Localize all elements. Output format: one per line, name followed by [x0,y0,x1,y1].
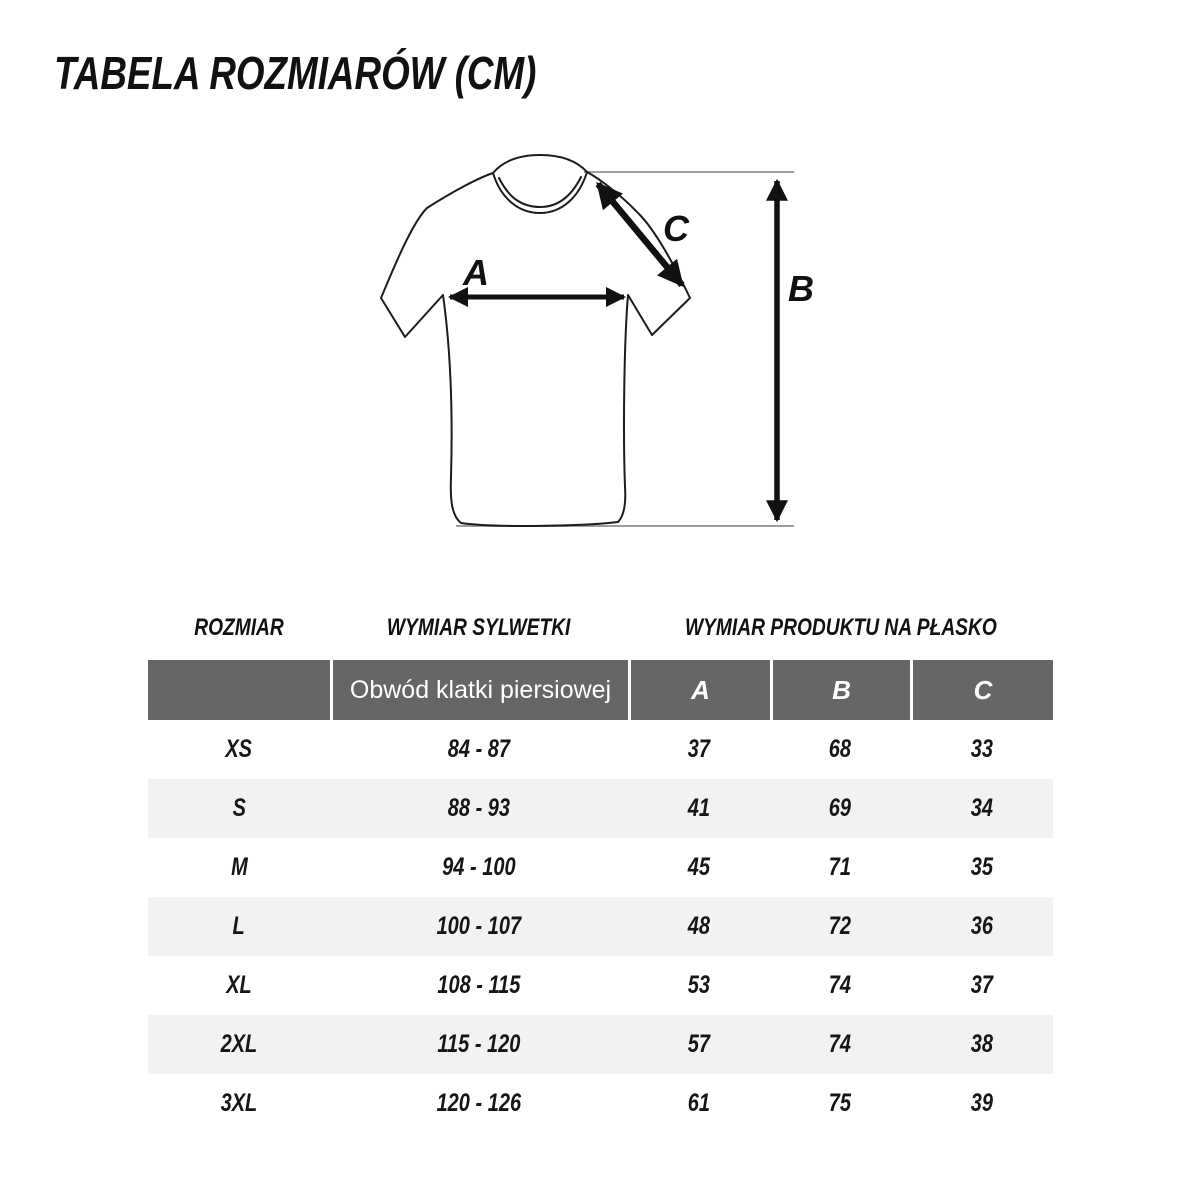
table-row [148,779,1053,838]
tshirt-diagram-svg [360,145,820,555]
c-value-cell: 35 [970,853,993,881]
header-cell-size [148,660,330,720]
measure-label-b: B [788,268,814,309]
header-cell-a: A [628,660,770,720]
chest-range-cell: 115 - 120 [437,1030,521,1058]
collar-back-line [493,155,587,173]
group-header-wymiar-produktu: WYMIAR PRODUKTU NA PŁASKO [684,614,997,641]
size-cell: M [230,853,248,881]
a-value-cell: 45 [687,853,711,881]
group-header-rozmiar: ROZMIAR [194,614,284,641]
chest-range-cell: 100 - 107 [436,912,522,940]
table-row [148,838,1053,897]
b-value-cell: 72 [828,912,852,940]
size-cell: 3XL [220,1089,258,1117]
header-cell-c: C [910,660,1053,720]
header-cell-b: B [770,660,910,720]
size-cell: 2XL [220,1030,258,1058]
a-value-cell: 48 [687,912,711,940]
c-value-cell: 38 [970,1030,993,1058]
size-cell: XS [225,735,253,763]
c-value-cell: 33 [970,735,993,763]
a-value-cell: 61 [687,1089,711,1117]
group-header-wymiar-sylwetki: WYMIAR SYLWETKI [387,614,571,641]
table-row [148,897,1053,956]
a-value-cell: 57 [687,1030,711,1058]
measure-label-a: A [463,252,489,293]
chest-range-cell: 120 - 126 [436,1089,522,1117]
chest-range-cell: 108 - 115 [437,971,521,999]
page-title [54,46,657,100]
page-title-text: TABELA ROZMIARÓW (CM) [54,47,537,99]
b-value-cell: 69 [828,794,852,822]
size-table-body [148,720,1053,1133]
a-value-cell: 41 [687,794,711,822]
size-cell: L [232,912,246,940]
tshirt-outline [381,172,690,526]
b-value-cell: 75 [828,1089,852,1117]
b-value-cell: 68 [828,735,852,763]
table-row [148,1015,1053,1074]
table-row [148,720,1053,779]
chest-range-cell: 84 - 87 [447,735,511,763]
b-value-cell: 71 [828,853,852,881]
a-value-cell: 53 [687,971,711,999]
table-row [148,956,1053,1015]
c-value-cell: 36 [970,912,993,940]
header-cell-chest: Obwód klatki piersiowej [330,660,628,720]
measure-label-c: C [663,208,689,249]
b-value-cell: 74 [828,971,852,999]
tshirt-measurement-diagram [360,145,820,555]
size-cell: XL [226,971,252,999]
c-value-cell: 39 [970,1089,993,1117]
table-row [148,1074,1053,1133]
chest-range-cell: 88 - 93 [447,794,511,822]
a-value-cell: 37 [687,735,711,763]
size-cell: S [232,794,246,822]
b-value-cell: 74 [828,1030,852,1058]
c-value-cell: 34 [970,794,993,822]
table-header-row [148,660,1053,720]
c-value-cell: 37 [970,971,993,999]
chest-range-cell: 94 - 100 [442,853,516,881]
